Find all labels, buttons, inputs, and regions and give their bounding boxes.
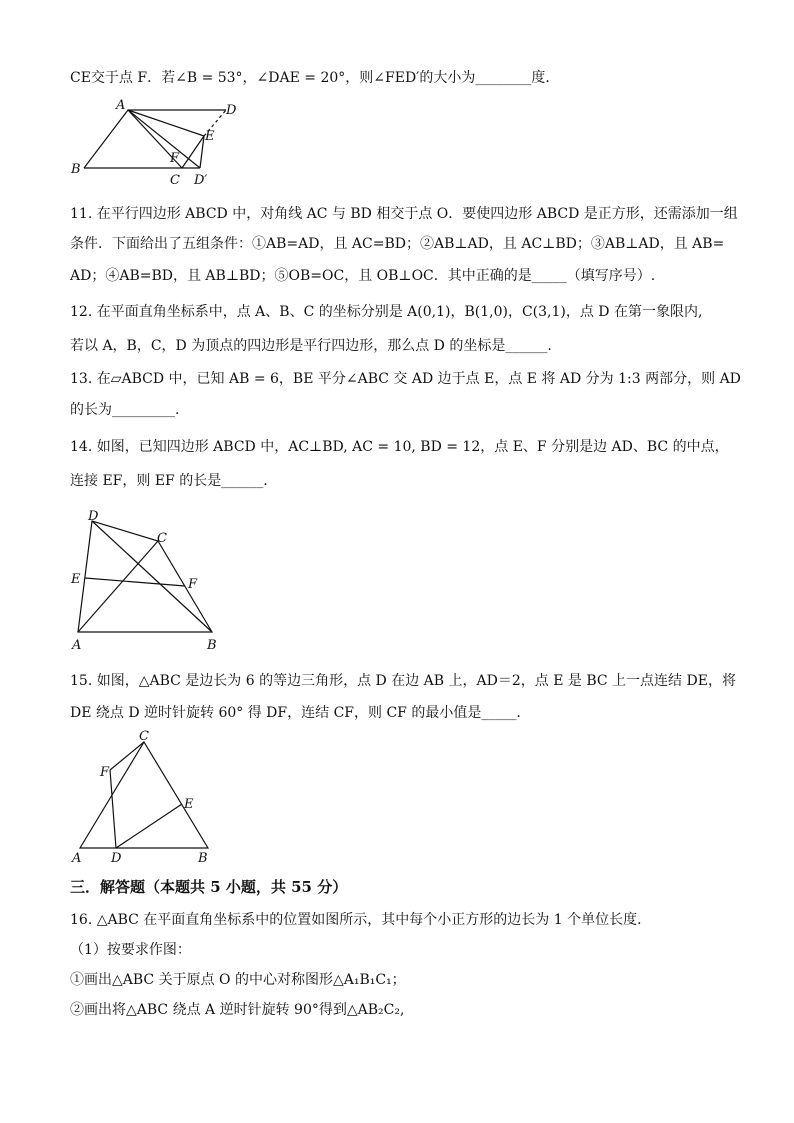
q14-label-f: F	[188, 577, 198, 592]
q14-label-a: A	[72, 638, 82, 652]
q10-label-d-prime: D′	[194, 173, 208, 188]
q16-line-4: ②画出将△ABC 绕点 A 逆时针旋转 90°得到△AB₂C₂,	[70, 1002, 405, 1018]
q14-label-c: C	[157, 531, 167, 546]
q15-segment-cf	[110, 742, 144, 770]
q14-label-e: E	[71, 572, 81, 587]
q11-line-3: AD；④AB=BD，且 AB⊥BD；⑤OB=OC，且 OB⊥OC．其中正确的是_____（填写序号）.	[70, 268, 656, 284]
q14-figure	[64, 506, 234, 652]
q15-figure	[66, 728, 226, 866]
q10-label-b: B	[71, 162, 81, 177]
q15-label-c: C	[139, 729, 149, 744]
q15-line-2: DE 绕点 D 逆时针旋转 60° 得 DF，连结 CF，则 CF 的最小值是_____.	[70, 705, 521, 721]
q12-line-1: 12. 在平面直角坐标系中，点 A、B、C 的坐标分别是 A(0,1)，B(1,0)，C(3,1)，点 D 在第一象限内,	[70, 304, 703, 320]
q10-edge-ad-p	[128, 110, 200, 168]
q15-label-e: E	[184, 797, 194, 812]
q14-label-b: B	[207, 638, 217, 652]
q11-line-2: 条件．下面给出了五组条件：①AB=AD，且 AC=BD；②AB⊥AD，且 AC⊥BD；③AB⊥AD，且 AB=	[70, 236, 725, 252]
q10-label-c: C	[170, 173, 180, 188]
q15-label-b: B	[198, 851, 208, 866]
q10-figure	[66, 98, 246, 190]
q15-line-1: 15. 如图，△ABC 是边长为 6 的等边三角形，点 D 在边 AB 上，AD＝2，点 E 是 BC 上一点连结 DE，将	[70, 673, 736, 689]
q11-line-1: 11. 在平行四边形 ABCD 中，对角线 AC 与 BD 相交于点 O．要使四边形 ABCD 是正方形，还需添加一组	[70, 206, 738, 222]
q12-line-2: 若以 A，B，C，D 为顶点的四边形是平行四边形，那么点 D 的坐标是______.	[70, 338, 552, 354]
q15-segment-de	[116, 804, 182, 848]
q14-line-2: 连接 EF，则 EF 的长是______.	[70, 473, 268, 489]
q15-label-f: F	[100, 765, 110, 780]
q14-label-d: D	[88, 509, 99, 524]
q15-segment-df	[110, 770, 116, 848]
q10-text: CE交于点 F．若∠B = 53°，∠DAE = 20°，则∠FED′的大小为________度．	[70, 70, 560, 86]
q15-triangle-abc	[80, 742, 208, 848]
section-3-heading: 三．解答题（本题共 5 小题，共 55 分）	[70, 878, 348, 896]
q16-line-2: （1）按要求作图：	[70, 942, 191, 958]
q14-segment-ef	[85, 578, 185, 586]
q15-label-d: D	[111, 851, 122, 866]
q13-line-1: 13. 在▱ABCD 中，已知 AB = 6，BE 平分∠ABC 交 AD 边于点 E，点 E 将 AD 分为 1:3 两部分，则 AD	[70, 371, 741, 387]
q15-label-a: A	[72, 851, 82, 866]
q16-line-1: 16. △ABC 在平面直角坐标系中的位置如图所示，其中每个小正方形的边长为 1 个单位长度．	[70, 912, 652, 928]
q16-line-3: ①画出△ABC 关于原点 O 的中心对称图形△A₁B₁C₁；	[70, 972, 406, 988]
q14-line-1: 14. 如图，已知四边形 ABCD 中，AC⊥BD, AC = 10, BD = 12，点 E、F 分别是边 AD、BC 的中点，	[70, 439, 729, 455]
q14-diagonal-ac	[78, 541, 158, 632]
q10-label-f: F	[170, 151, 180, 166]
q13-line-2: 的长为_________.	[70, 402, 180, 418]
q10-label-a: A	[116, 98, 126, 113]
q10-label-e: E	[205, 129, 215, 144]
q10-label-d: D	[226, 103, 237, 118]
